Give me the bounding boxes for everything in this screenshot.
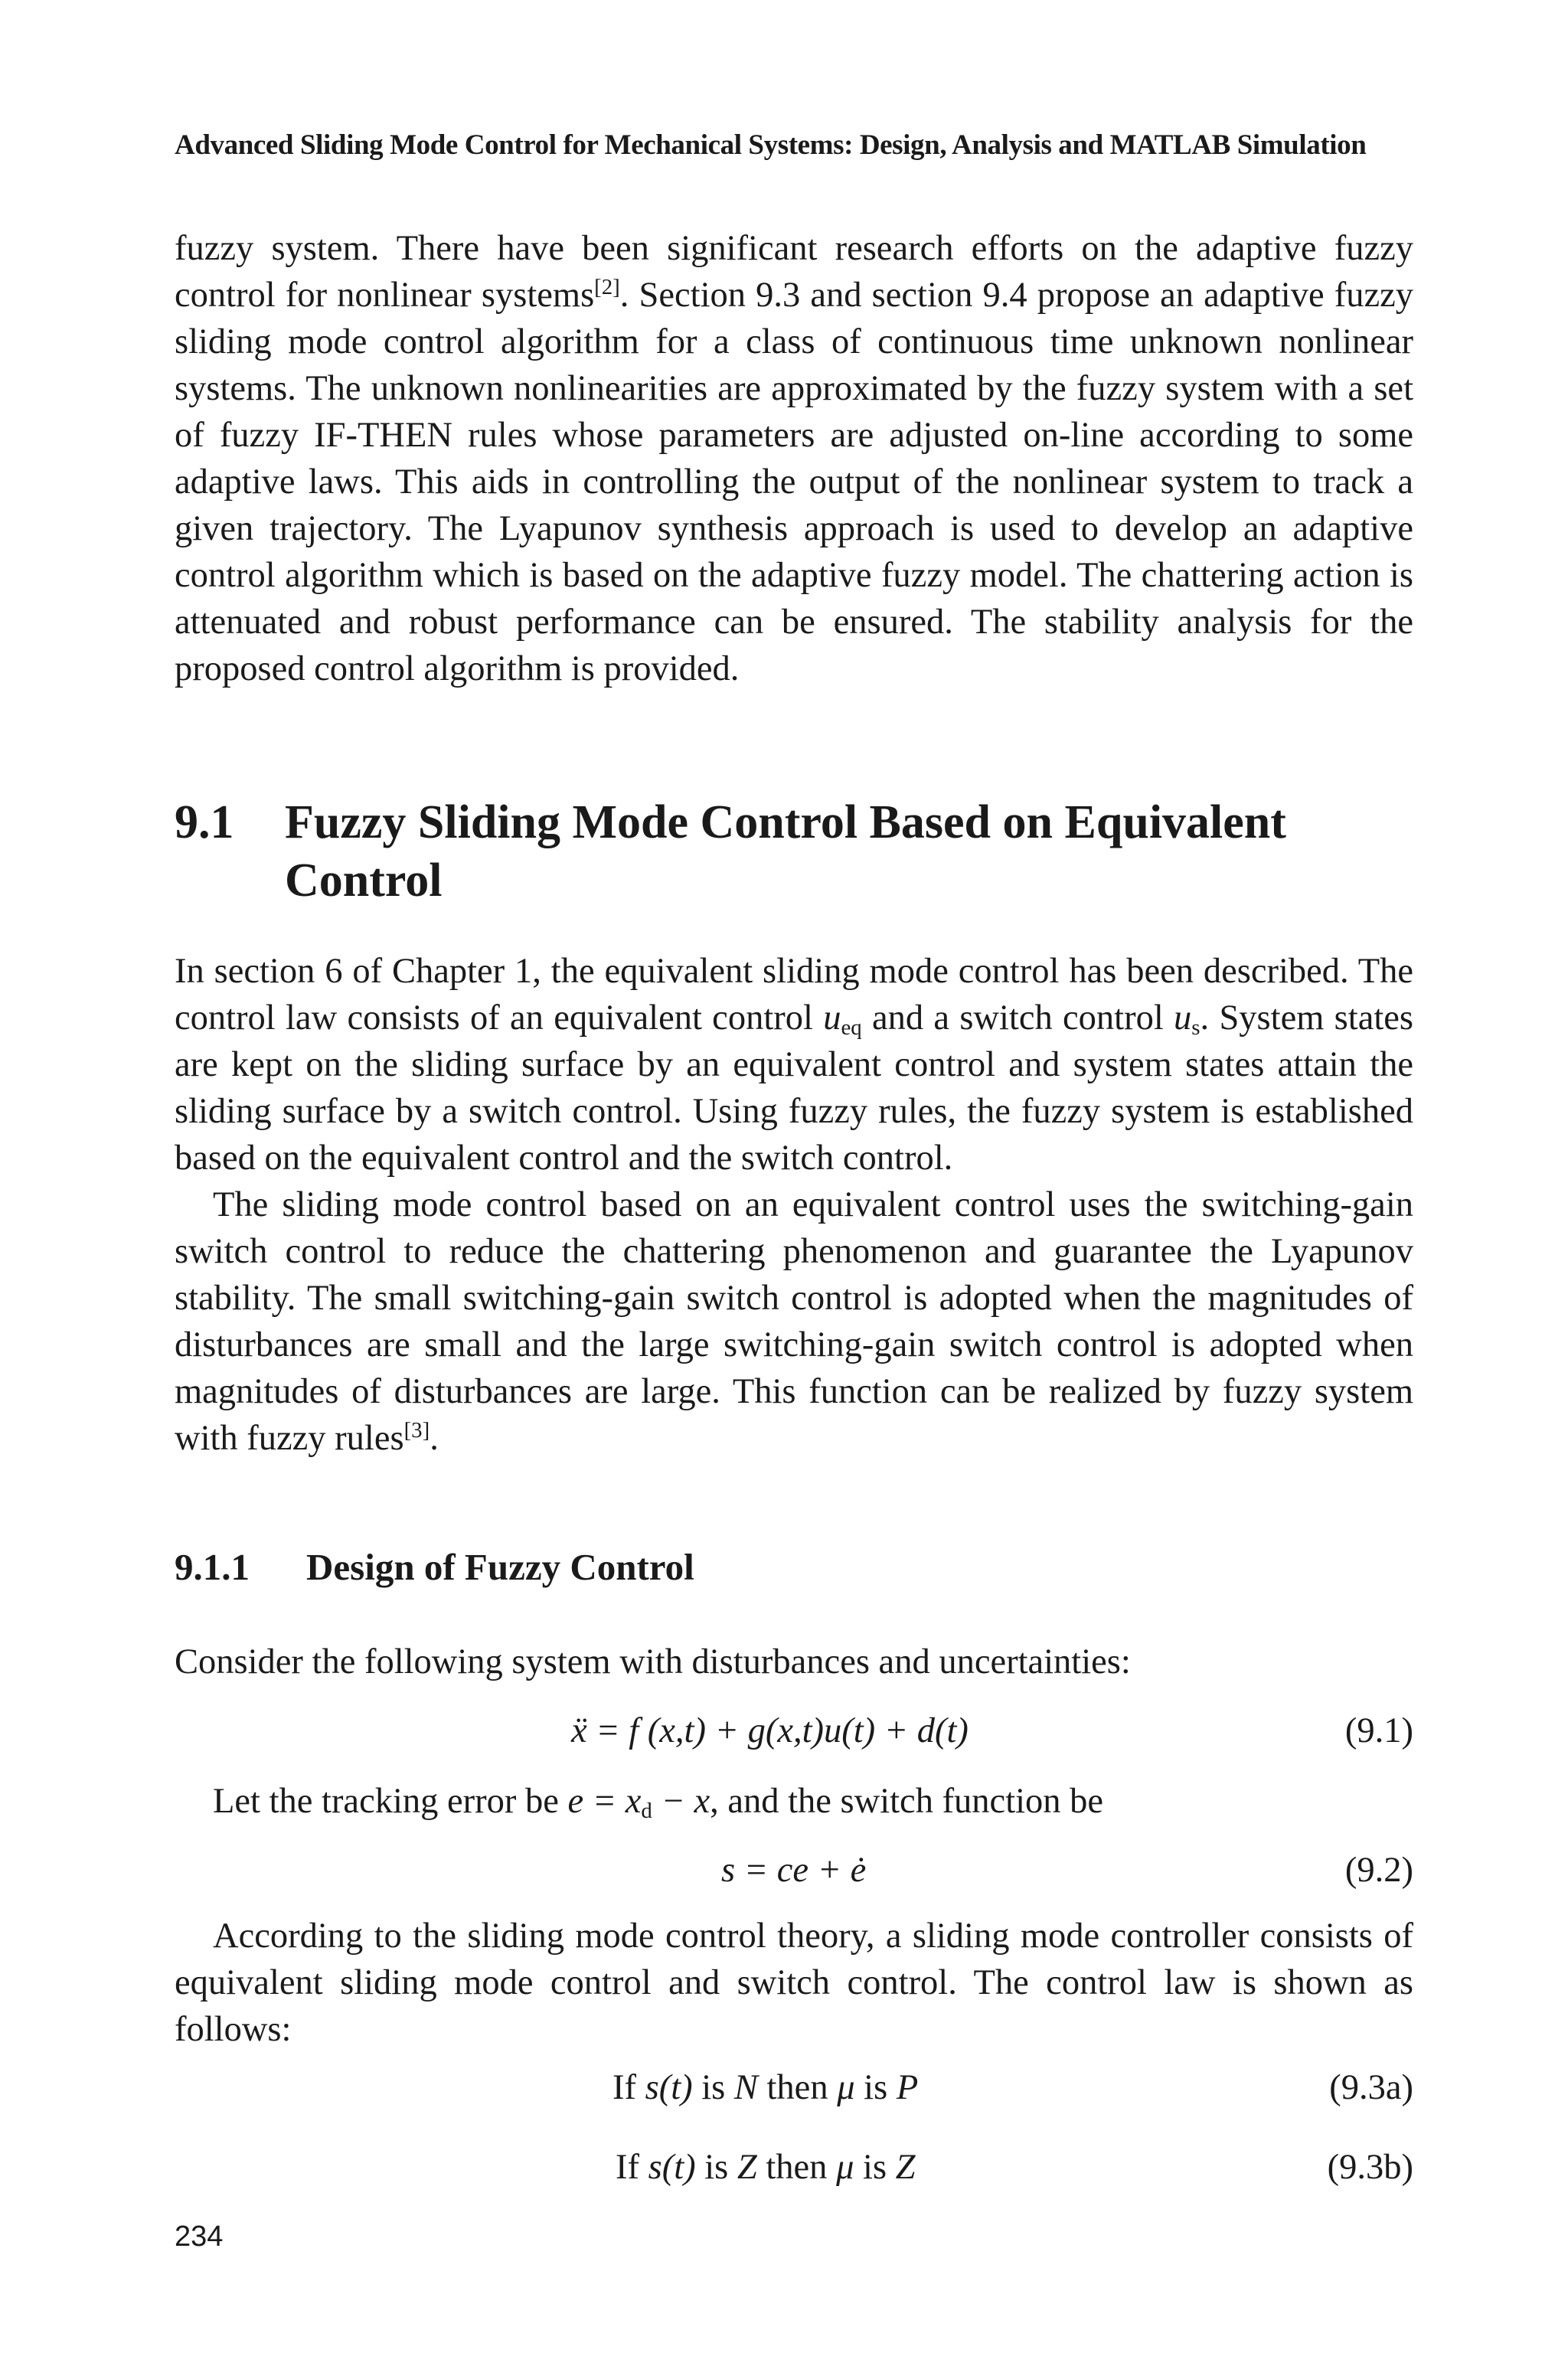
error-eq-rhs: − x xyxy=(652,1782,710,1821)
intro-text-2: . Section 9.3 and section 9.4 propose an adaptive fuzzy sliding mode control algorithm for a class of continuous time unknown nonlinear systems. The unknown nonlinearities are approximated by the fuzzy system with a set of fuzzy IF-THEN rules whose parameters are adjusted on-line according to some adaptive laws. This aids in controlling the output of the nonlinear system to track a given trajectory. The Lyapunov synthesis approach is used to develop an adaptive control algorithm which is based on the adaptive fuzzy model. The chattering action is attenuated and robust performance can be ensured. The stability analysis for the proposed control algorithm is provided. xyxy=(175,276,1413,688)
error-eq-lhs: e = x xyxy=(567,1782,642,1821)
subscript-s: s xyxy=(1191,1015,1200,1041)
equation-tag-9-3a: (9.3a) xyxy=(1329,2068,1413,2107)
para1-text-1: In section 6 of Chapter 1, the equivalent sliding mode control has been described. The control law consists of an equivalent control xyxy=(175,952,1413,1038)
consider-paragraph: Consider the following system with disturbances and uncertainties: xyxy=(175,1642,1131,1681)
equation-tag-9-3b: (9.3b) xyxy=(1327,2148,1413,2187)
section-paragraph-2 xyxy=(175,1181,1413,1462)
var-u-eq: u xyxy=(823,998,841,1038)
rule-9-3b: If s(t) is Z then μ is Z xyxy=(616,2148,916,2187)
subsection-heading xyxy=(175,1545,694,1589)
equation-tag-9-2: (9.2) xyxy=(1344,1851,1413,1890)
running-header: Advanced Sliding Mode Control for Mechanical Systems: Design, Analysis and MATLAB Simulation xyxy=(175,129,1367,161)
equation-9-1-row xyxy=(175,1711,1413,1758)
para1-text-3: . System states are kept on the sliding surface by an equivalent control and system states attain the sliding surface by a switch control. Using fuzzy rules, the fuzzy system is established based on the equivalent control and the switch control. xyxy=(175,998,1413,1178)
subsection-number: 9.1.1 xyxy=(175,1546,250,1588)
citation-ref-2: [2] xyxy=(594,275,620,300)
subscript-eq: eq xyxy=(841,1015,862,1041)
tracking-error-line xyxy=(213,1781,1103,1822)
section-paragraph-1 xyxy=(175,948,1413,1181)
intro-text-1: fuzzy system. There have been significant research efforts on the adaptive fuzzy control for nonlinear systems xyxy=(175,229,1413,315)
intro-paragraph xyxy=(175,225,1413,692)
error-text-1: Let the tracking error be xyxy=(213,1782,568,1821)
var-u-s: u xyxy=(1174,998,1192,1038)
control-law-paragraph: According to the sliding mode control theory, a sliding mode controller consists of equivalent sliding mode control and switch control. The control law is shown as follows: xyxy=(175,1917,1413,2049)
citation-ref-3: [3] xyxy=(403,1418,430,1443)
para2-text-1: The sliding mode control based on an equivalent control uses the switching-gain switch control to reduce the chattering phenomenon and guarantee the Lyapunov stability. The small switching-gain switch control is adopted when the magnitudes of disturbances are small and the large switching-gain switch control is adopted when magnitudes of disturbances are large. This function can be realized by fuzzy system with fuzzy rules xyxy=(175,1185,1413,1458)
subsection-title: Design of Fuzzy Control xyxy=(306,1546,694,1588)
section-title: Fuzzy Sliding Mode Control Based on Equivalent Control xyxy=(285,796,1286,907)
error-text-2: , and the switch function be xyxy=(710,1782,1104,1821)
rule-9-3a-row xyxy=(175,2067,1413,2115)
rule-9-3a: If s(t) is N then μ is P xyxy=(612,2068,919,2107)
para2-text-2: . xyxy=(430,1419,439,1458)
para1-text-2: and a switch control xyxy=(861,998,1174,1038)
equation-9-2: s = ce + ė xyxy=(721,1851,867,1890)
equation-tag-9-1: (9.1) xyxy=(1344,1711,1413,1750)
equation-9-2-row xyxy=(175,1850,1413,1897)
page-number: 234 xyxy=(175,2221,224,2253)
section-number: 9.1 xyxy=(175,796,234,848)
rule-9-3b-row xyxy=(175,2147,1413,2194)
equation-9-1: ẍ = f (x,t) + g(x,t)u(t) + d(t) xyxy=(571,1711,969,1750)
error-eq-subscript: d xyxy=(641,1799,652,1824)
